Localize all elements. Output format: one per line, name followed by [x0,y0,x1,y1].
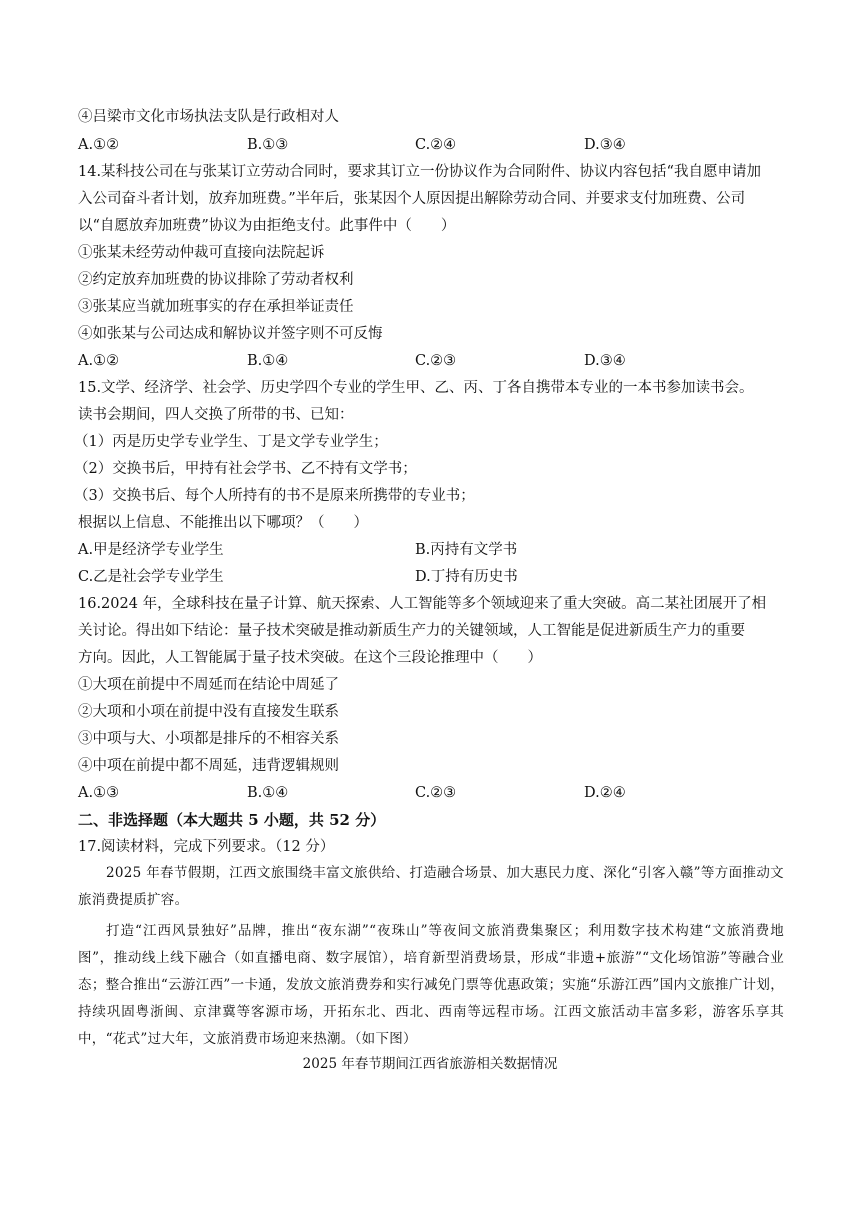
q16-option-c: C.②③ [415,785,457,801]
q14-option-c: C.②③ [415,353,457,369]
q16-item-2: ②大项和小项在前提中没有直接发生联系 [78,704,339,720]
q17-stem: 17.阅读材料，完成下列要求。（12 分） [78,839,335,855]
q14-item-4: ④如张某与公司达成和解协议并签字则不可反悔 [78,326,383,342]
q15-stem-line-1: 15.文学、经济学、社会学、历史学四个专业的学生甲、乙、丙、丁各自携带本专业的一本书参加读书会。 [78,380,754,396]
q14-stem-line-2: 入公司奋斗者计划，放弃加班费。”半年后，张某因个人原因提出解除劳动合同、并要求支付加班费、公司 [78,191,746,207]
q15-option-b: B.丙持有文学书 [415,542,518,558]
q16-option-a: A.①③ [78,785,120,801]
q15-stem-line-2: 读书会期间，四人交换了所带的书、已知： [78,407,354,423]
q13-item-4: ④吕梁市文化市场执法支队是行政相对人 [78,109,339,125]
q13-option-b: B.①③ [247,137,289,153]
q15-condition-2: （2）交换书后，甲持有社会学书、乙不持有文学书； [74,461,417,477]
q15-question: 根据以上信息、不能推出以下哪项？（ ） [78,515,368,531]
section-heading: 二、非选择题（本大题共 5 小题，共 52 分） [78,811,386,829]
q17-material-paragraph-1: 2025 年春节假期，江西文旅围绕丰富文旅供给、打造融合场景、加大惠民力度、深化“引客入赣”等方面推动文旅消费提质扩容。 [78,865,784,908]
q16-option-b: B.①④ [247,785,289,801]
q15-condition-1: （1）丙是历史学专业学生、丁是文学专业学生； [74,434,388,450]
q16-option-d: D.②④ [584,785,626,801]
figure-caption: 2025 年春节期间江西省旅游相关数据情况 [302,1056,558,1072]
q13-option-d: D.③④ [584,137,626,153]
q17-material-paragraph-2: 打造“江西风景独好”品牌，推出“夜东湖”“夜珠山”等夜间文旅消费集聚区；利用数字技术构建“文旅消费地图”，推动线上线下融合（如直播电商、数字展馆），培育新型消费场景，形成“非遗+旅游”“文化场馆游”等融合业态；整合推出“云游江西”一卡通，发放文旅消费券和实行减免门票等优惠政策；实施“乐游江西”国内文旅推广计划，持续巩固粤浙闽、京津冀等客源市场，开拓东北、西北、西南等远程市场。江西文旅活动丰富多彩，游客乐享其中，“花式”过大年，文旅消费市场迎来热潮。（如下图） [78,923,784,1047]
q16-item-1: ①大项在前提中不周延而在结论中周延了 [78,677,339,693]
q13-option-c: C.②④ [415,137,457,153]
q14-option-d: D.③④ [584,353,626,369]
q14-stem-line-1: 14.某科技公司在与张某订立劳动合同时，要求其订立一份协议作为合同附件、协议内容包括“我自愿申请加 [78,164,761,180]
q14-option-a: A.①② [78,353,120,369]
q14-item-3: ③张某应当就加班事实的存在承担举证责任 [78,299,354,315]
q15-condition-3: （3）交换书后、每个人所持有的书不是原来所携带的专业书； [74,488,475,504]
q14-item-1: ①张某未经劳动仲裁可直接向法院起诉 [78,245,325,261]
q15-option-a: A.甲是经济学专业学生 [78,542,224,558]
q16-stem-line-2: 关讨论。得出如下结论：量子技术突破是推动新质生产力的关键领域，人工智能是促进新质生产力的重要 [78,623,745,639]
q14-item-2: ②约定放弃加班费的协议排除了劳动者权利 [78,272,354,288]
q16-stem-line-1: 16.2024 年，全球科技在量子计算、航天探索、人工智能等多个领域迎来了重大突破。高二某社团展开了相 [78,596,767,612]
q13-option-a: A.①② [78,137,120,153]
q15-option-c: C.乙是社会学专业学生 [78,569,224,585]
q16-item-3: ③中项与大、小项都是排斥的不相容关系 [78,731,339,747]
q15-option-d: D.丁持有历史书 [415,569,518,585]
q17-material [78,860,784,1053]
q16-stem-line-3: 方向。因此，人工智能属于量子技术突破。在这个三段论推理中（ ） [78,650,542,666]
q14-stem-line-3: 以“自愿放弃加班费”协议为由拒绝支付。此事件中（ ） [78,218,456,234]
q14-option-b: B.①④ [247,353,289,369]
q16-item-4: ④中项在前提中都不周延，违背逻辑规则 [78,758,339,774]
